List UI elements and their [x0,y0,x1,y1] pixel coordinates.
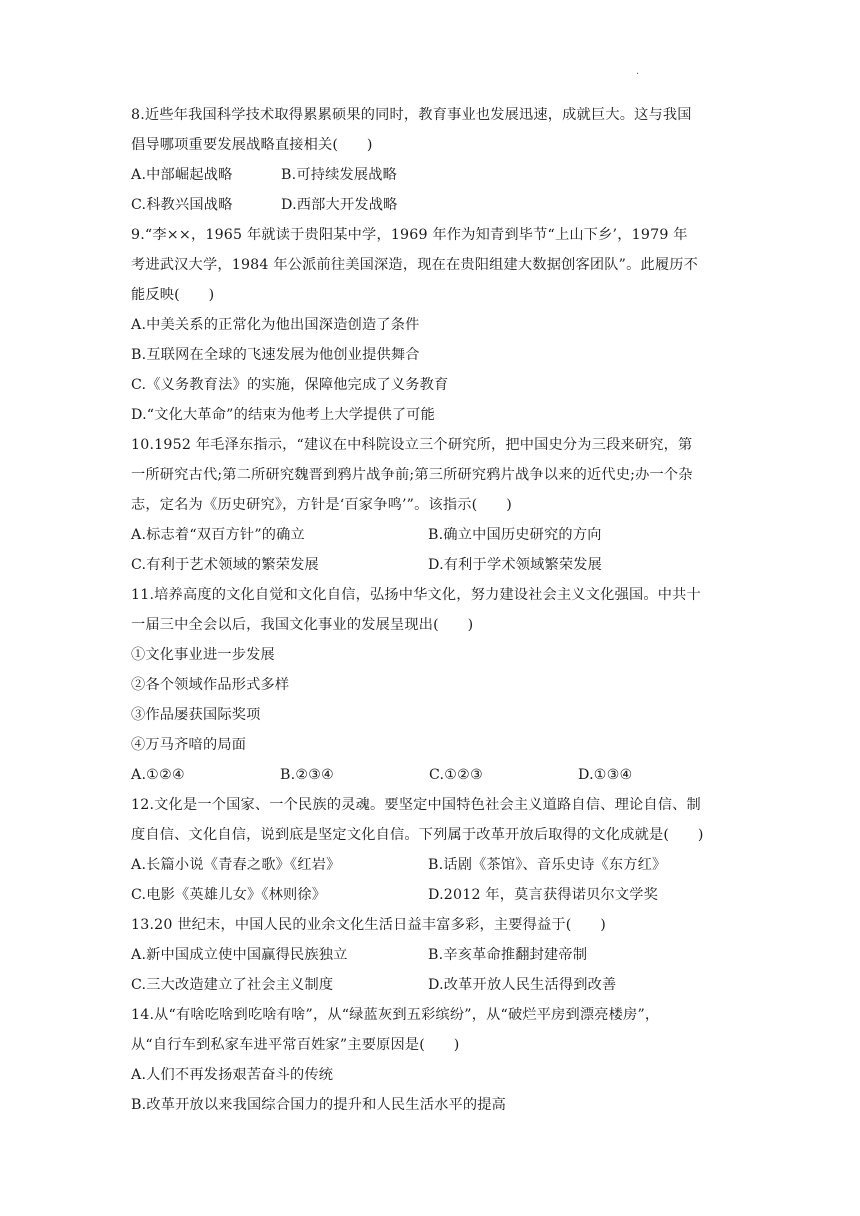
question-12 [131,790,731,910]
question-8-options-row [131,190,731,220]
option-a: A.中美关系的正常化为他出国深造创造了条件 [131,317,420,333]
option-a: A.中部崛起战略 [131,167,233,183]
question-13-stem-line: 13.20 世纪末，中国人民的业余文化生活日益丰富多彩，主要得益于( ) [131,917,607,933]
option-d: D.①③④ [578,767,633,783]
question-10-stem-line: 志，定名为《历史研究》，方针是‘百家争鸣’”。该指示( ) [131,497,512,513]
option-b: B.互联网在全球的飞速发展为他创业提供舞合 [131,347,420,363]
option-b: B.话剧《茶馆》、音乐史诗《东方红》 [428,857,667,873]
option-c: C.三大改造建立了社会主义制度 [131,977,334,993]
question-8-stem-line: 倡导哪项重要发展战略直接相关( ) [131,137,373,153]
question-11-options-row [131,760,731,790]
option-d: D.2012 年，莫言获得诺贝尔文学奖 [428,887,659,903]
option-b: B.可持续发展战略 [281,167,398,183]
option-c: C.电影《英雄儿女》《林则徐》 [131,887,327,903]
question-8-stem-line: 8.近些年我国科学技术取得累累硕果的同时，教育事业也发展迅速，成就巨大。这与我国 [131,107,692,123]
question-11 [131,580,731,790]
option-d: D.西部大开发战略 [281,197,398,213]
question-11-stem-line: 11.培养高度的文化自觉和文化自信，弘扬中华文化，努力建设社会主义文化强国。中共十 [131,587,701,603]
question-9 [131,220,731,430]
option-b: B.改革开放以来我国综合国力的提升和人民生活水平的提高 [131,1097,507,1113]
question-8 [131,100,731,220]
question-9-stem-line: 能反映( ) [131,287,215,303]
question-10 [131,430,731,580]
statement-item: ②各个领域作品形式多样 [131,677,290,693]
question-10-options-row [131,550,731,580]
option-d: D.改革开放人民生活得到改善 [428,977,617,993]
option-c: C.有利于艺术领域的繁荣发展 [131,557,319,573]
question-12-options-row [131,880,731,910]
question-14-stem-line: 从“自行车到私家车进平常百姓家”主要原因是( ) [131,1037,460,1053]
question-11-stem-line: 一届三中全会以后，我国文化事业的发展呈现出( ) [131,617,474,633]
question-14-stem-line: 14.从“有啥吃啥到吃啥有啥”，从“绿蓝灰到五彩缤纷”，从“破烂平房到漂亮楼房”， [131,1007,660,1023]
option-a: A.长篇小说《青春之歌》《红岩》 [131,857,341,873]
question-13 [131,910,731,1000]
option-a: A.人们不再发扬艰苦奋斗的传统 [131,1067,334,1083]
question-12-stem-line: 度自信、文化自信，说到底是坚定文化自信。下列属于改革开放后取得的文化成就是( ) [131,827,704,843]
question-12-stem-line: 12.文化是一个国家、一个民族的灵魂。要坚定中国特色社会主义道路自信、理论自信、制 [131,797,701,813]
question-9-stem-line: 9.“李××，1965 年就读于贵阳某中学，1969 年作为知青到毕节“上山下乡’，1979 年 [131,227,688,243]
question-10-options-row [131,520,731,550]
header-mark: . [636,66,640,77]
option-b: B.辛亥革命推翻封建帝制 [428,947,588,963]
option-b: B.②③④ [280,767,335,783]
option-c: C.科教兴国战略 [131,197,233,213]
option-a: A.①②④ [131,767,185,783]
question-13-options-row [131,940,731,970]
option-b: B.确立中国历史研究的方向 [428,527,602,543]
option-d: D.有利于学术领域繁荣发展 [428,557,603,573]
option-a: A.新中国成立使中国赢得民族独立 [131,947,348,963]
question-10-stem-line: 10.1952 年毛泽东指示，“建议在中科院设立三个研究所，把中国史分为三段来研究，第 [131,437,693,453]
option-a: A.标志着“双百方针”的确立 [131,527,305,543]
question-12-options-row [131,850,731,880]
statement-item: ③作品屡获国际奖项 [131,707,261,723]
question-8-options-row [131,160,731,190]
question-13-options-row [131,970,731,1000]
option-c: C.《义务教育法》的实施，保障他完成了义务教育 [131,377,449,393]
question-10-stem-line: 一所研究古代;第二所研究魏晋到鸦片战争前;第三所研究鸦片战争以来的近代史;办一个杂 [131,467,693,483]
question-list [131,100,731,1120]
question-9-stem-line: 考进武汉大学，1984 年公派前往美国深造，现在在贵阳组建大数据创客团队”。此履历不 [131,257,699,273]
statement-item: ①文化事业进一步发展 [131,647,275,663]
question-14 [131,1000,731,1120]
option-d: D.“文化大革命”的结束为他考上大学提供了可能 [131,407,436,423]
option-c: C.①②③ [429,767,484,783]
statement-item: ④万马齐喑的局面 [131,737,247,753]
